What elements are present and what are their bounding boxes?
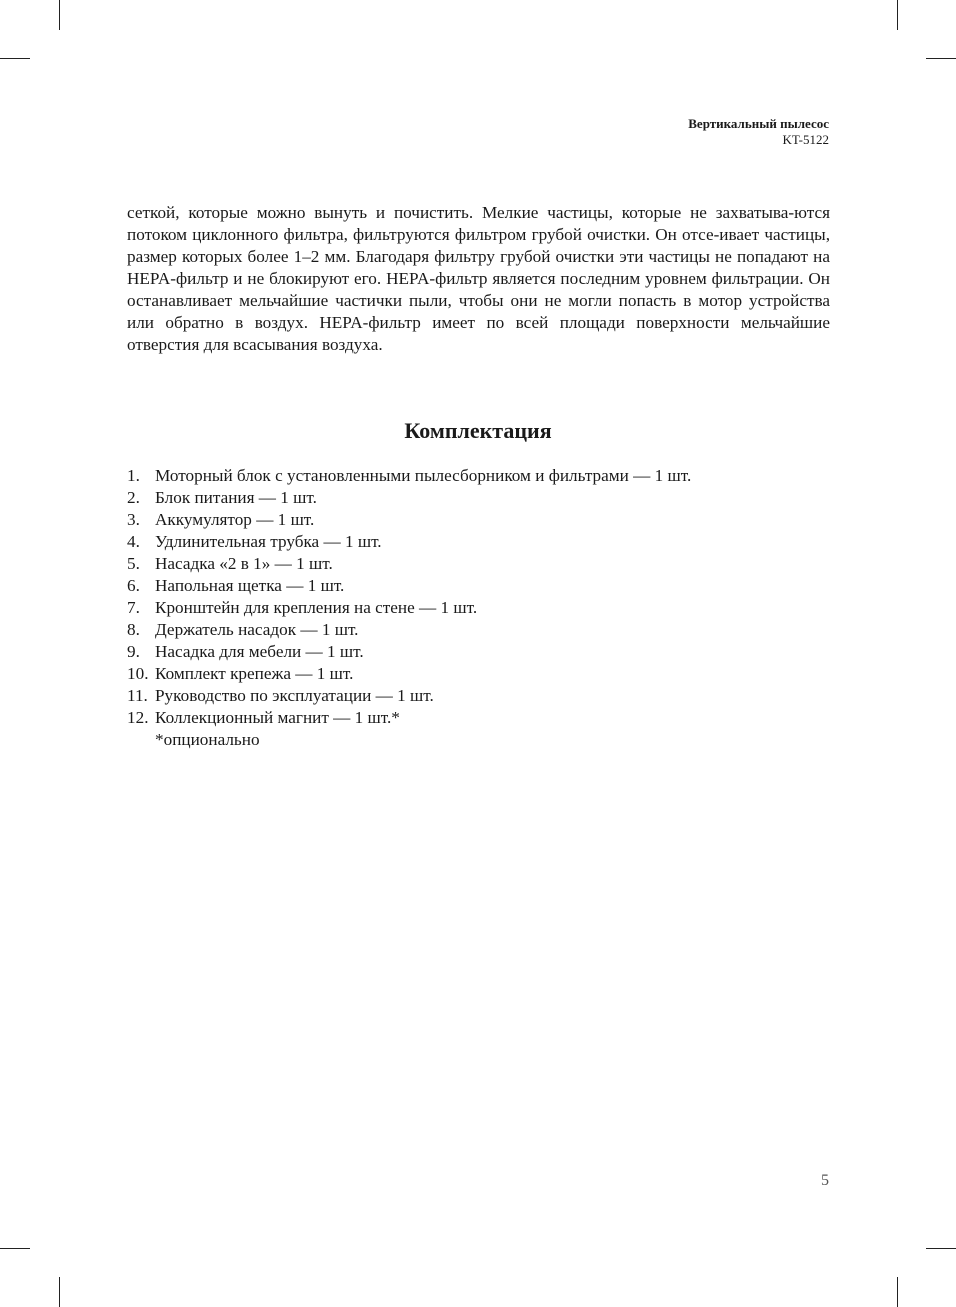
list-item-text: Аккумулятор — 1 шт. — [155, 510, 315, 529]
list-item — [127, 663, 847, 685]
list-item-text: Напольная щетка — 1 шт. — [155, 576, 345, 595]
list-item — [127, 619, 847, 641]
crop-mark-bottom-left-vertical — [59, 1277, 60, 1307]
crop-mark-top-right-horizontal — [926, 58, 956, 59]
list-item-number: 6. — [127, 576, 140, 595]
header-model: KT-5122 — [782, 132, 829, 147]
header-title: Вертикальный пылесос — [688, 116, 829, 131]
list-item-text: Удлинительная трубка — 1 шт. — [155, 532, 382, 551]
list-item — [127, 707, 847, 729]
list-item-text: Руководство по эксплуатации — 1 шт. — [155, 686, 434, 705]
list-item — [127, 553, 847, 575]
list-item-text: Кронштейн для крепления на стене — 1 шт. — [155, 598, 478, 617]
crop-mark-top-right-vertical — [897, 0, 898, 30]
list-item-text: Насадка для мебели — 1 шт. — [155, 642, 364, 661]
list-item-text: Держатель насадок — 1 шт. — [155, 620, 359, 639]
list-item-number: 1. — [127, 466, 140, 485]
intro-paragraph: сеткой, которые можно вынуть и почистить. Мелкие частицы, которые не захватыва-ются потоком циклонного фильтра, фильтруются фильтром грубой очистки. Он отсе-ивает частицы, размер которых более 1–2 мм. Благодаря фильтру грубой очистки эти частицы не попадают на HEPA-фильтр и не блокируют его. HEPA-фильтр является последним уровнем фильтрации. Он останавливает мельчайшие частички пыли, чтобы они не могли попасть в мотор устройства или обратно в воздух. HEPA-фильтр имеет по всей площади поверхности мельчайшие отверстия для всасывания воздуха. — [127, 203, 830, 354]
running-header — [688, 116, 829, 148]
list-item — [127, 465, 847, 487]
list-item-text: Насадка «2 в 1» — 1 шт. — [155, 554, 333, 573]
list-item — [127, 597, 847, 619]
list-item — [127, 685, 847, 707]
crop-mark-bottom-left-horizontal — [0, 1248, 30, 1249]
crop-mark-top-left-vertical — [59, 0, 60, 30]
list-item — [127, 487, 847, 509]
list-item-number: 7. — [127, 598, 140, 617]
list-item-number: 8. — [127, 620, 140, 639]
list-item-number: 9. — [127, 642, 140, 661]
crop-mark-top-left-horizontal — [0, 58, 30, 59]
footnote: *опционально — [155, 730, 260, 749]
page-number: 5 — [821, 1172, 829, 1189]
list-item-number: 5. — [127, 554, 140, 573]
list-item — [127, 509, 847, 531]
list-item-number: 11. — [127, 686, 148, 705]
crop-mark-bottom-right-vertical — [897, 1277, 898, 1307]
contents-list — [127, 465, 847, 729]
list-item — [127, 531, 847, 553]
list-item-text: Коллекционный магнит — 1 шт.* — [155, 708, 400, 727]
crop-mark-bottom-right-horizontal — [926, 1248, 956, 1249]
list-item — [127, 641, 847, 663]
list-item-number: 12. — [127, 708, 149, 727]
list-item-number: 10. — [127, 664, 149, 683]
section-heading: Комплектация — [404, 418, 552, 443]
list-item-number: 2. — [127, 488, 140, 507]
list-item-text: Моторный блок с установленными пылесборником и фильтрами — 1 шт. — [155, 466, 692, 485]
list-item-number: 4. — [127, 532, 140, 551]
list-item-number: 3. — [127, 510, 140, 529]
list-item-text: Комплект крепежа — 1 шт. — [155, 664, 354, 683]
list-item — [127, 575, 847, 597]
list-item-text: Блок питания — 1 шт. — [155, 488, 317, 507]
